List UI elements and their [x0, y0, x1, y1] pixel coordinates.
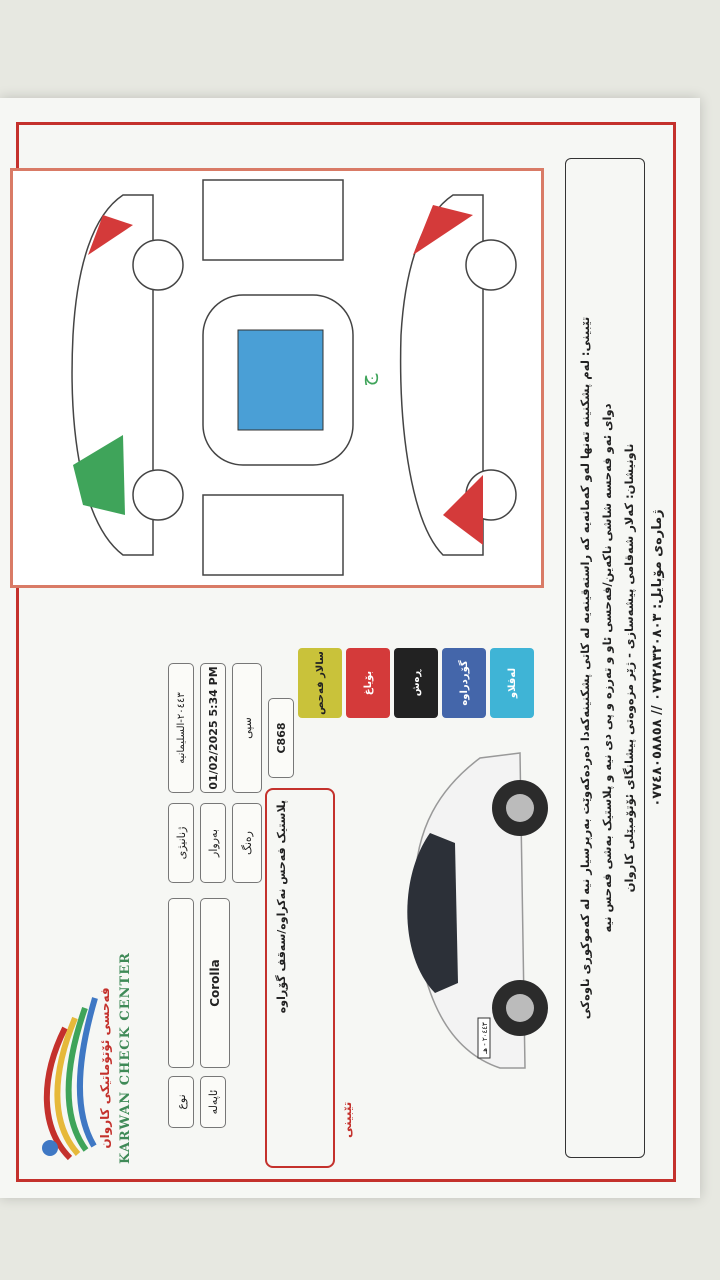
type-label-field: نوع	[168, 1076, 194, 1128]
notes-box	[265, 788, 335, 1168]
footer-note-2: دوای ئەو فەحسە شاشی ناکەین/فەحسی ئاو و تەرزە و پی دی نیە و پلاستیک بەشی فەحس نیە	[600, 403, 614, 933]
model-label-field: ئاپەلە	[200, 1076, 226, 1128]
legend-swatch-yellow: سالار فەحص	[298, 648, 342, 718]
footer-phone: ژمارەی مۆبایل: ٠٧٧٢٨٣٢٠٨٠٣ // ٠٧٧٤٨٠٥٨٨٥٨	[650, 509, 665, 807]
result-label: تێبینی	[340, 1101, 354, 1138]
inspection-sheet	[0, 98, 700, 1198]
footer-note-1: تێبینی: لەم پشکنینە تەنها لەو کەمانەیە کە راستەقینەیە لە کاتی پشکنینەکەدا دەردەکەوێت بەرپرسیار نیە لە کەموکوڕی ناوەکی	[578, 316, 592, 1020]
car-photo	[360, 738, 560, 1088]
rotated-sheet-content	[0, 98, 700, 1198]
date-label-field: بەروار	[200, 803, 226, 883]
color-label-field: رەنگ	[232, 803, 262, 883]
empty-field	[168, 898, 194, 1068]
legend-swatch-blue: گۆڕدراوە	[442, 648, 486, 718]
brand-english-title: KARWAN CHECK CENTER	[118, 952, 133, 1164]
color-value-field: سپی	[232, 663, 262, 793]
damage-diagram	[10, 168, 544, 588]
brand-kurdish-title: فەحسی ئۆتۆماتیکی کاروان	[98, 987, 112, 1149]
footer-address: ناونیشان: کەلار شەقامی پیشەسازی - ژێر مزەوەتی پیشانگای ئۆتۆمبێلی کاروان	[622, 443, 636, 893]
date-value-field: 01/02/2025 5:34 PM	[200, 663, 226, 793]
plate-text: ٢٠٤٤٣ - هـ	[481, 1022, 489, 1054]
legend-swatch-cyan: لەقلاو	[490, 648, 534, 718]
model-value-field: Corolla	[200, 898, 230, 1068]
notes-text: پلاستیک فەحس نەکراوە/سەقف گۆڕاوە	[275, 800, 288, 1014]
brand-value-field: ژنانیژی	[168, 803, 194, 883]
code-value-field: C868	[268, 698, 294, 778]
serial-value-field: ٢٠٤٤٣-السليمانيه	[168, 663, 194, 793]
legend-swatch-red: بۆیاغ	[346, 648, 390, 718]
legend-swatch-black: ڕەش	[394, 648, 438, 718]
svg-text:ج: ج	[354, 373, 378, 387]
